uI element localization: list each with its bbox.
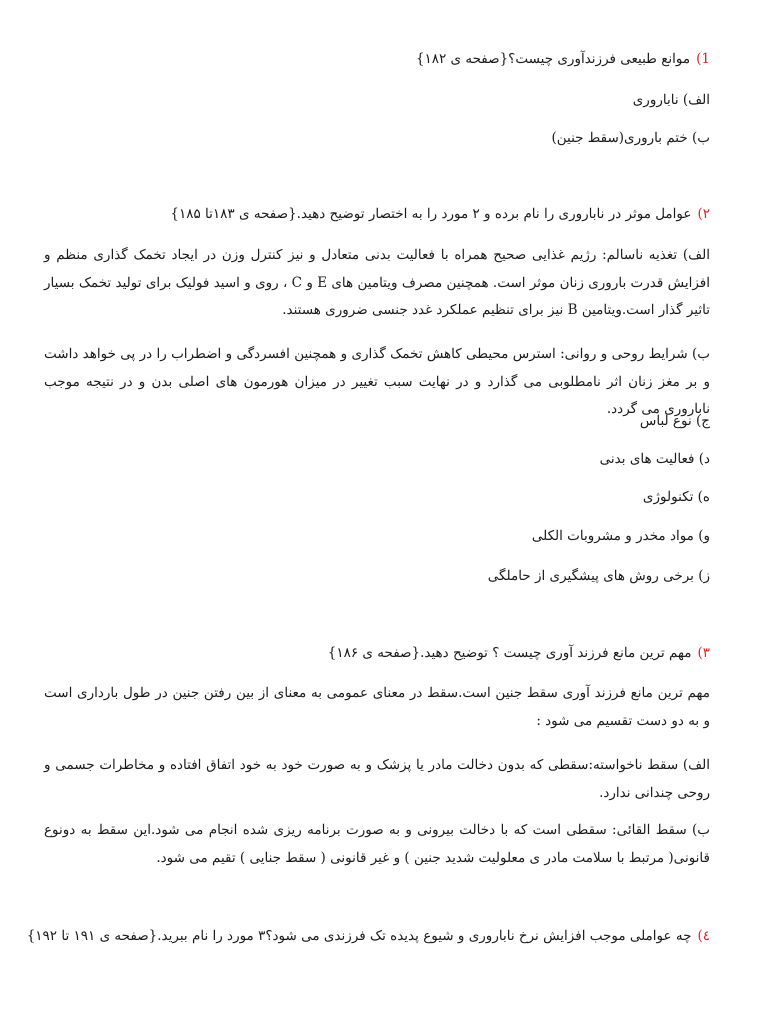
question-2-item-v: و) مواد مخدر و مشروبات الکلی: [531, 528, 710, 544]
question-2-item-d: د) فعالیت های بدنی: [599, 451, 710, 467]
question-4: [26, 923, 710, 950]
question-1-text: موانع طبیعی فرزندآوری چیست؟{صفحه ی ۱۸۲}: [415, 51, 691, 67]
question-2-number: ۲): [697, 206, 710, 222]
question-1: [44, 46, 710, 73]
question-2-answer-b: ب) شرایط روحی و روانی: استرس محیطی کاهش تخمک گذاری و همچنین افسردگی و اضطراب را در پی خواهد داشت و بر مغز زنان اثر نامطلوبی می گذارد و در نهایت سبب تغییر در میزان هورمون های اصلی بدن و در نتیجه موجب ناباروری می گردد.: [44, 346, 710, 417]
question-4-text: چه عواملی موجب افزایش نرخ ناباروری و شیوع پدیده تک فرزندی می شود؟۳ مورد را نام ببرید.{صفحه ی ۱۹۱ تا ۱۹۲}: [26, 928, 692, 944]
question-2-item-c: ج) نوع لباس: [639, 413, 710, 429]
question-2-item-z: ز) برخی روش های پیشگیری از حاملگی: [487, 568, 710, 584]
question-1-answer-b: ب) ختم باروری(سقط جنین): [551, 130, 710, 146]
question-2-answer-a: الف) تغذیه ناسالم: رژیم غذایی صحیح همراه با فعالیت بدنی متعادل و نیز کنترل وزن در ایجاد تخمک گذاری منظم و افزایش قدرت باروری زنان موثر است. همچنین مصرف ویتامین های E و C ، روی و اسید فولیک برای تولید تخمک بسیار تاثیر گذار است.ویتامین B نیز برای تنظیم عملکرد غدد جنسی ضروری هستند.: [44, 247, 710, 318]
question-2-item-h: ه) تکنولوژی: [642, 489, 710, 505]
question-2-text: عوامل موثر در ناباروری را نام برده و ۲ مورد را به اختصار توضیح دهید.{صفحه ی ۱۸۳تا ۱۸۵}: [170, 206, 692, 222]
question-2: [44, 201, 710, 228]
question-1-number: 1): [696, 51, 710, 67]
question-3-answer-b: ب) سقط القائی: سقطی است که با دخالت بیرونی و به صورت برنامه ریزی شده انجام می شود.این سقط به دونوع قانونی( مرتبط با سلامت مادر ی معلولیت شدید جنین ) و غیر قانونی ( سقط جنایی ) تقیم می شود.: [44, 822, 710, 866]
document-page: [26, 0, 710, 1024]
question-3-answer-a: الف) سقط ناخواسته:سقطی که بدون دخالت مادر یا پزشک و به صورت خود به خود اتفاق افتاده و مخاطرات جسمی و روحی چندانی ندارد.: [44, 757, 710, 801]
question-4-number: ٤): [697, 928, 710, 944]
question-1-answer-a: الف) ناباروری: [632, 92, 710, 108]
question-3-text: مهم ترین مانع فرزند آوری چیست ؟ توضیح دهید.{صفحه ی ۱۸۶}: [327, 645, 692, 661]
question-3-number: ۳): [697, 645, 710, 661]
question-3-intro: مهم ترین مانع فرزند آوری سقط جنین است.سقط در معنای عمومی به معنای از بین رفتن جنین در طول بارداری است و به دو دست تقسیم می شود :: [44, 685, 710, 729]
question-3: [44, 640, 710, 667]
